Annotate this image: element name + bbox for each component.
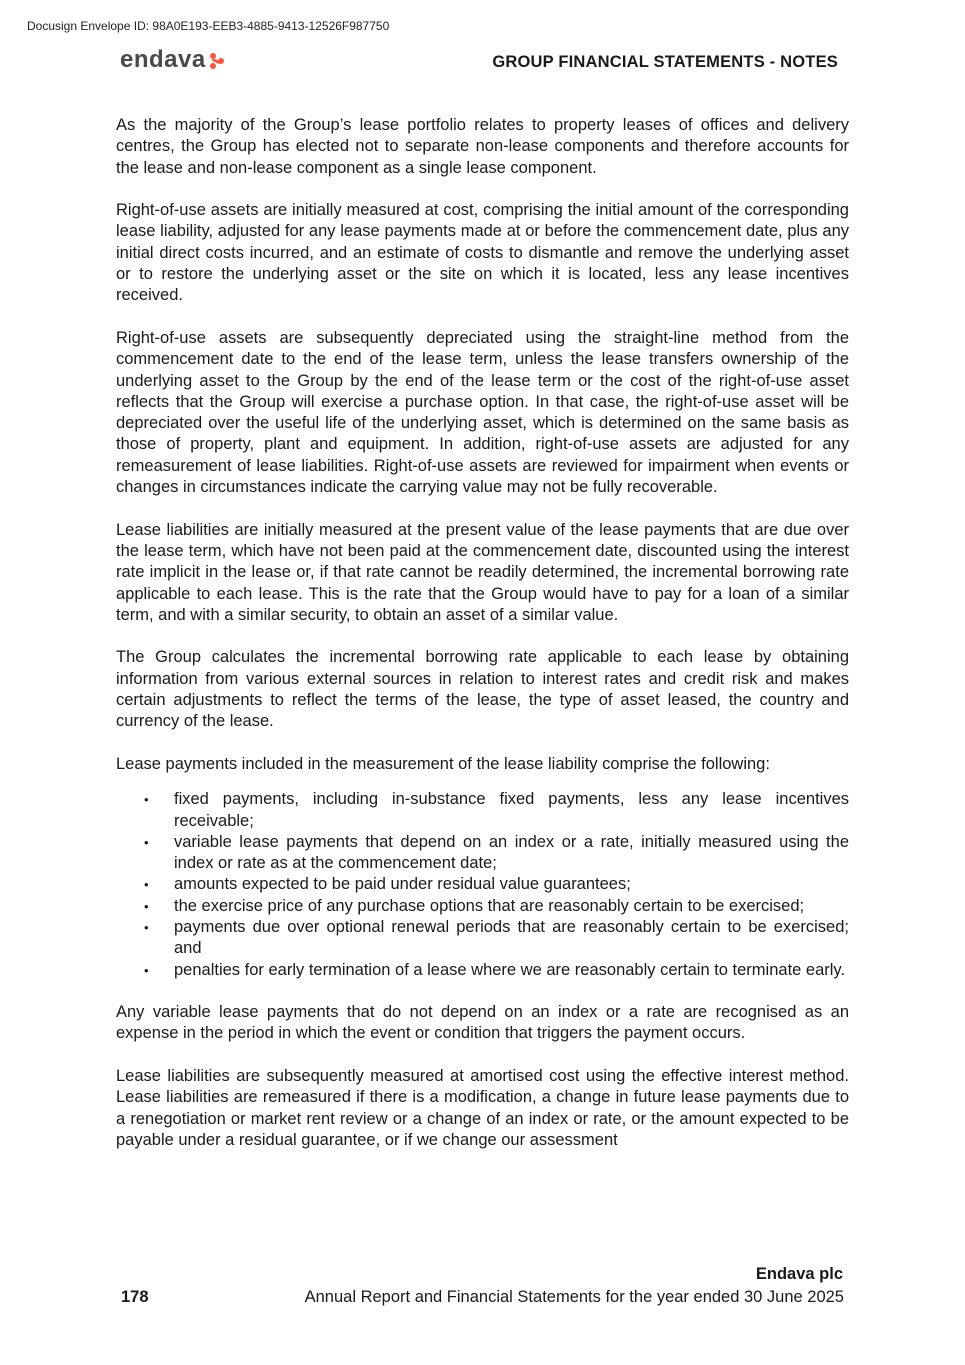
paragraph: Any variable lease payments that do not depend on an index or a rate are recognised as an expense in the period in which the event or condition that triggers the payment occurs. (116, 1003, 849, 1043)
list-item-text: the exercise price of any purchase options that are reasonably certain to be exercised; (174, 896, 805, 915)
page-number: 178 (121, 1288, 149, 1306)
list-item (116, 832, 849, 875)
section-title: GROUP FINANCIAL STATEMENTS - NOTES (492, 53, 838, 71)
list-item (116, 960, 849, 981)
paragraph: Right-of-use assets are subsequently depreciated using the straight-line method from the commencement date to the end of the lease term, unless the lease transfers ownership of the underlying asset to the Group by the end of the lease term or the cost of the right-of-use asset reflects that the Group will exercise a purchase option. In that case, the right-of-use asset will be depreciated over the useful life of the underlying asset, which is determined on the same basis as those of property, plant and equipment. In addition, right-of-use assets are adjusted for any remeasurement of lease liabilities. Right-of-use assets are reviewed for impairment when events or changes in circumstances indicate the carrying value may not be fully recoverable. (116, 328, 849, 497)
footer-company-name: Endava plc (755, 1265, 843, 1283)
paragraph: The Group calculates the incremental borrowing rate applicable to each lease by obtaining information from various external sources in relation to interest rates and credit risk and makes certain adjustments to reflect the terms of the lease, the type of asset leased, the country and currency of the lease. (116, 648, 849, 731)
logo-wordmark: endava (120, 46, 206, 73)
list-item-text: penalties for early termination of a lease where we are reasonably certain to terminate early. (174, 960, 846, 979)
list-item (116, 874, 849, 895)
bullet-icon: • (144, 898, 149, 914)
endava-logo (120, 48, 225, 72)
bullet-icon: • (144, 792, 149, 808)
lease-payments-list (116, 789, 849, 981)
footer-report-title: Annual Report and Financial Statements for the year ended 30 June 2025 (304, 1288, 844, 1306)
paragraph: Lease liabilities are subsequently measured at amortised cost using the effective interest method. Lease liabilities are remeasured if there is a modification, a change in future lease payments due to a renegotiation or market rent review or a change of an index or rate, or the amount expected to be payable under a residual guarantee, or if we change our assessment (116, 1067, 849, 1149)
paragraph: As the majority of the Group’s lease portfolio relates to property leases of offices and delivery centres, the Group has elected not to separate non-lease components and therefore accounts for the lease and non-lease component as a single lease component. (116, 116, 849, 177)
list-item-text: fixed payments, including in-substance fixed payments, less any lease incentives receivable; (174, 790, 849, 830)
bullet-icon: • (144, 877, 149, 893)
paragraph: Lease payments included in the measurement of the lease liability comprise the following: (116, 754, 770, 773)
list-item-text: amounts expected to be paid under residual value guarantees; (174, 875, 631, 894)
list-item-text: payments due over optional renewal periods that are reasonably certain to be exercised; and (174, 917, 849, 958)
bullet-icon: • (144, 834, 149, 850)
list-item (116, 917, 849, 960)
list-item-text: variable lease payments that depend on an index or a rate, initially measured using the index or rate as at the commencement date; (174, 832, 849, 873)
docusign-envelope-id: Docusign Envelope ID: 98A0E193-EEB3-4885-9413-12526F987750 (27, 19, 390, 33)
notes-body (116, 115, 849, 1173)
list-item (116, 896, 849, 917)
logo-mark-icon (209, 52, 225, 70)
bullet-icon: • (144, 919, 149, 935)
bullet-icon: • (144, 962, 149, 978)
list-item (116, 789, 849, 832)
paragraph: Right-of-use assets are initially measured at cost, comprising the initial amount of the corresponding lease liability, adjusted for any lease payments made at or before the commencement date, plus any initial direct costs incurred, and an estimate of costs to dismantle and remove the underlying asset or to restore the underlying asset or the site on which it is located, less any lease incentives received. (116, 201, 849, 305)
paragraph: Lease liabilities are initially measured at the present value of the lease payments that are due over the lease term, which have not been paid at the commencement date, discounted using the interest rate implicit in the lease or, if that rate cannot be readily determined, the incremental borrowing rate applicable to each lease. This is the rate that the Group would have to pay for a loan of a similar term, and with a similar security, to obtain an asset of a similar value. (116, 520, 849, 624)
